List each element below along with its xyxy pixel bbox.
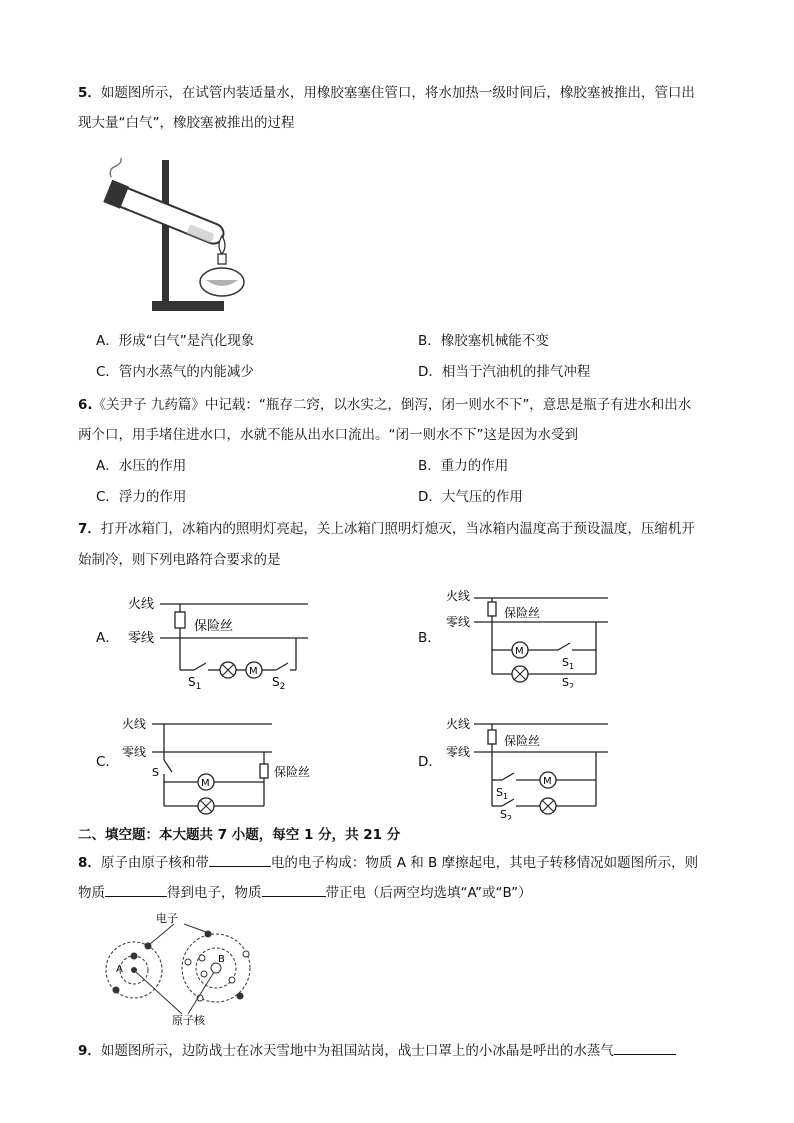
q5-option-b: B．橡胶塞机械能不变 <box>418 333 549 349</box>
q5-line2: 现大量“白气”，橡胶塞被推出的过程 <box>78 115 295 131</box>
q9-number: 9． <box>78 1043 101 1059</box>
q8-atom-figure <box>104 910 274 1028</box>
svg-text:火线: 火线 <box>122 717 147 731</box>
s1-label: $S_1$ <box>188 675 202 690</box>
q8-blank-2[interactable] <box>105 882 167 897</box>
q8-blank-1[interactable] <box>209 852 271 867</box>
electron-dot <box>185 959 191 965</box>
fuse-label: 保险丝 <box>194 619 234 634</box>
svg-text:M: M <box>543 776 552 787</box>
q5-option-a: A．形成“白气”是汽化现象 <box>96 333 255 349</box>
q7-option-a-letter: A． <box>96 630 119 646</box>
q8-number: 8． <box>78 855 101 871</box>
electron-dot <box>201 971 207 977</box>
q6-option-a: A．水压的作用 <box>96 458 187 474</box>
circuit-a <box>124 590 314 690</box>
svg-text:M: M <box>201 778 210 789</box>
live-label: 火线 <box>128 597 155 612</box>
q6-line1 <box>78 395 691 415</box>
flame <box>219 236 225 254</box>
q7-line1 <box>78 519 695 539</box>
q8-line1: 8．原子由原子核和带 电的电子构成：物质 A 和 B 摩擦起电，其电子转移情况如题图所示，则 <box>78 852 698 873</box>
q6-stem-1: 《关尹子 九药篇》中记载：“瓶存二窍，以水实之，倒泻，闭一则水不下”，意思是瓶子有进水和出水 <box>92 397 692 413</box>
q7-option-c-letter: C． <box>96 754 119 770</box>
electron-label: 电子 <box>156 912 178 925</box>
svg-text:保险丝: 保险丝 <box>274 765 311 779</box>
electron-dot <box>237 993 244 1000</box>
q9-blank-1[interactable] <box>614 1040 676 1055</box>
circuit-d <box>444 712 614 820</box>
q7-stem-1: 打开冰箱门，冰箱内的照明灯亮起，关上冰箱门照明灯熄灭，当冰箱内温度高于预设温度，压缩机开 <box>100 521 695 537</box>
q5-stem-1: 如题图所示，在试管内装适量水，用橡胶塞塞住管口，将水加热一级时间后，橡胶塞被推出，管口出 <box>100 85 695 101</box>
q6-line2: 两个口，用手堵住进水口，水就不能从出水口流出。“闭一则水不下”这是因为水受到 <box>78 427 578 443</box>
q5-option-c: C．管内水蒸气的内能减少 <box>96 364 254 380</box>
electron-dot <box>131 953 138 960</box>
svg-text:S1: $S_1$ <box>562 656 575 671</box>
svg-text:M: M <box>515 646 524 657</box>
electron-dot <box>113 987 120 994</box>
q6-option-c: C．浮力的作用 <box>96 489 187 505</box>
svg-text:火线: 火线 <box>446 589 471 603</box>
q5-apparatus-figure <box>100 158 250 320</box>
stand-rod <box>162 160 169 303</box>
q5-line1 <box>78 83 695 103</box>
q7-option-b-letter: B． <box>418 630 441 646</box>
nucleus-label: 原子核 <box>172 1014 205 1027</box>
q8-blank-3[interactable] <box>262 882 326 897</box>
q5-option-d: D．相当于汽油机的排气冲程 <box>418 364 591 380</box>
svg-text:B: B <box>218 954 225 965</box>
circuit-c <box>122 712 322 816</box>
q8-line2: 物质 得到电子，物质 带正电（后两空均选填“A”或“B”） <box>78 882 532 903</box>
q7-option-d-letter: D． <box>418 754 442 770</box>
circuit-b <box>444 586 614 688</box>
motor-label: M <box>249 666 258 677</box>
svg-text:零线: 零线 <box>122 745 147 759</box>
q5-number: 5． <box>78 85 101 101</box>
svg-text:S2: $S_2$ <box>562 676 575 688</box>
fuse-icon <box>175 612 185 628</box>
svg-text:A: A <box>116 964 123 975</box>
section-2-heading: 二、填空题：本大题共 7 小题，每空 1 分，共 21 分 <box>78 827 401 843</box>
electron-dot <box>229 977 235 983</box>
q6-option-b: B．重力的作用 <box>418 458 509 474</box>
electron-dot <box>243 951 249 957</box>
svg-text:S: S <box>152 766 159 779</box>
q9-line1: 9．如题图所示，边防战士在冰天雪地中为祖国站岗，战士口罩上的小冰晶是呼出的水蒸气 <box>78 1040 676 1061</box>
steam <box>108 158 123 178</box>
svg-text:保险丝: 保险丝 <box>504 734 541 748</box>
neutral-label: 零线 <box>128 631 155 646</box>
q6-number: 6. <box>78 397 93 413</box>
svg-text:零线: 零线 <box>446 615 471 629</box>
svg-text:零线: 零线 <box>446 745 471 759</box>
q7-line2: 始制冷，则下列电路符合要求的是 <box>78 552 281 568</box>
electron-dot <box>199 955 205 961</box>
s2-label: $S_2$ <box>272 675 286 690</box>
svg-text:S2: $S_2$ <box>500 808 513 820</box>
q7-number: 7． <box>78 521 101 537</box>
svg-text:保险丝: 保险丝 <box>504 606 541 620</box>
svg-text:S1: $S_1$ <box>496 786 509 801</box>
q6-option-d: D．大气压的作用 <box>418 489 523 505</box>
svg-text:火线: 火线 <box>446 717 471 731</box>
